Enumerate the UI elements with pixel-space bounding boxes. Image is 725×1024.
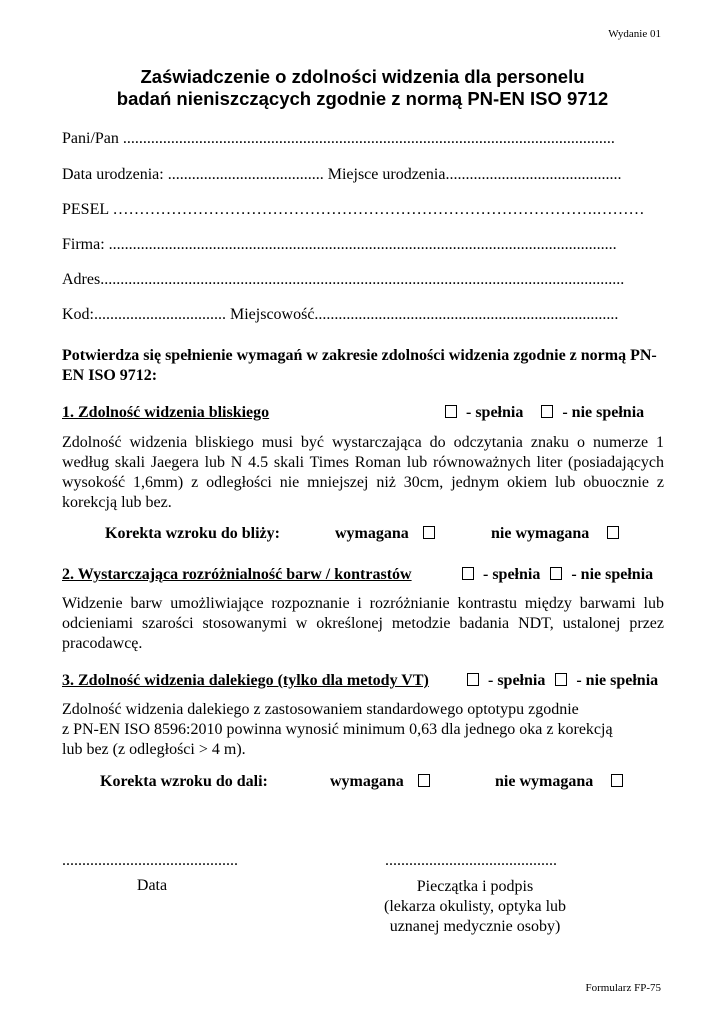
lead-statement: Potwierdza się spełnienie wymagań w zakresie zdolności widzenia zgodnie z normą PN-EN ISO 9712: <box>62 347 657 384</box>
section3-correction-label: Korekta wzroku do dali: <box>100 773 268 790</box>
section1-not-meets-checkbox[interactable] <box>541 405 553 418</box>
section3-title: 3. Zdolność widzenia dalekiego (tylko dla metody VT) <box>62 672 429 689</box>
section2-title: 2. Wystarczająca rozróżnialność barw / kontrastów <box>62 566 412 583</box>
section3-required-label: wymagana <box>330 773 404 790</box>
stamp-label <box>360 877 590 937</box>
title-line-2: badań nieniszczących zgodnie z normą PN-EN ISO 9712 <box>116 88 609 109</box>
section3-text-line-3: lub bez (z odległości > 4 m). <box>62 741 246 758</box>
section3-not-required-checkbox[interactable] <box>611 774 623 787</box>
section2-meets-checkbox[interactable] <box>462 567 474 580</box>
section2-not-meets-label: - nie spełnia <box>567 566 654 583</box>
section3-text-line-1: Zdolność widzenia dalekiego z zastosowaniem standardowego optotypu zgodnie <box>62 701 579 718</box>
date-label: Data <box>136 877 168 894</box>
section3-not-meets-checkbox[interactable] <box>555 673 567 686</box>
section1-options <box>443 404 644 422</box>
section1-text: Zdolność widzenia bliskiego musi być wystarczająca do odczytania znaku o numerze 1 według skali Jaegera lub N 4.5 skali Times Roman lub równoważnych liter (posiadających wysokość 1,6mm) z odległości nie mniejszej niż 30cm, jednym okiem lub obuocznie z korekcją lub bez. <box>62 434 664 511</box>
section2-text: Widzenie barw umożliwiające rozpoznanie i rozróżnianie kontrastu między barwami lub odcieniami szarości stosowanymi w określonej metodzie badania NDT, ustalonej przez pracodawcę. <box>62 595 664 652</box>
section1-not-required-label: nie wymagana <box>491 525 590 542</box>
section1-meets-label: - spełnia <box>462 404 524 421</box>
section1-not-required-checkbox[interactable] <box>607 526 619 539</box>
section2-not-meets-checkbox[interactable] <box>550 567 562 580</box>
section3-text-line-2: z PN-EN ISO 8596:2010 powinna wynosić minimum 0,63 dla jednego oka z korekcją <box>62 721 613 738</box>
section3-not-required-label: nie wymagana <box>495 773 594 790</box>
section1-required-checkbox[interactable] <box>423 526 435 539</box>
section3-not-meets-label: - nie spełnia <box>572 672 659 689</box>
date-signature-line[interactable]: ............................................ <box>62 852 238 869</box>
section1-correction-label: Korekta wzroku do bliży: <box>105 525 280 542</box>
stamp-label-line-3: uznanej medycznie osoby) <box>389 918 561 935</box>
section2-meets-label: - spełnia <box>479 566 541 583</box>
address-field[interactable]: Adres................................................................................................................................... <box>62 271 625 288</box>
company-field[interactable]: Firma: ............................................................................................................................... <box>62 236 617 253</box>
stamp-label-line-2: (lekarza okulisty, optyka lub <box>383 898 567 915</box>
section3-meets-label: - spełnia <box>484 672 546 689</box>
section1-meets-checkbox[interactable] <box>445 405 457 418</box>
section1-required-label: wymagana <box>335 525 409 542</box>
section3-options <box>465 672 658 690</box>
document-title <box>0 66 725 110</box>
section2-options <box>460 566 653 584</box>
section3-text <box>62 700 664 760</box>
section3-meets-checkbox[interactable] <box>467 673 479 686</box>
postal-city-field[interactable]: Kod:................................. Miejscowość............................................................................ <box>62 306 619 323</box>
birth-field[interactable]: Data urodzenia: ....................................... Miejsce urodzenia............................................ <box>62 166 622 183</box>
section3-required-option <box>330 773 435 791</box>
section1-not-meets-label: - nie spełnia <box>558 404 645 421</box>
title-line-1: Zaświadczenie o zdolności widzenia dla personelu <box>140 66 585 87</box>
form-id-label: Formularz FP-75 <box>585 982 661 994</box>
section1-title: 1. Zdolność widzenia bliskiego <box>62 404 270 421</box>
stamp-signature-line[interactable]: ........................................... <box>385 852 557 869</box>
name-field[interactable]: Pani/Pan ........................................................................................................................... <box>62 130 615 147</box>
edition-label: Wydanie 01 <box>608 28 661 40</box>
pesel-field[interactable]: PESEL ……………………………………………………………………………….……… <box>62 201 645 218</box>
section1-required-option <box>335 525 440 543</box>
section3-not-required-option <box>495 773 628 791</box>
section3-required-checkbox[interactable] <box>418 774 430 787</box>
section1-not-required-option <box>491 525 624 543</box>
stamp-label-line-1: Pieczątka i podpis <box>416 878 534 895</box>
